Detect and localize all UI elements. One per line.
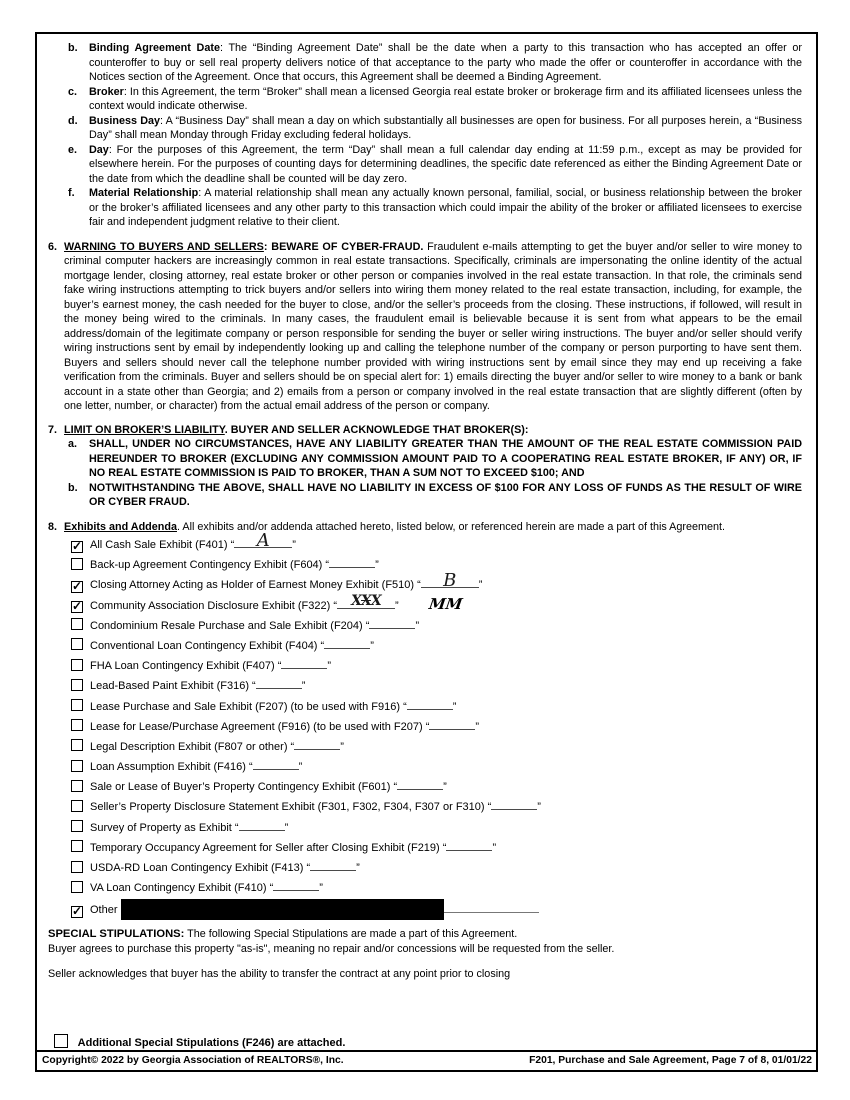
fill-in-blank[interactable] [239,819,285,831]
section-subheading: . BUYER AND SELLER ACKNOWLEDGE THAT BROKER(S): [224,423,529,436]
document-page-frame [35,32,818,1072]
quote-mark: “ [333,599,337,612]
exhibit-list [48,530,802,920]
section-heading: Exhibits and Addenda [64,520,177,533]
checkbox-unchecked-icon[interactable] [71,558,83,570]
exhibit-label: Closing Attorney Acting as Holder of Earnest Money Exhibit (F510) [90,579,418,592]
exhibit-row [71,758,802,775]
exhibit-row [71,677,802,694]
definition-text [89,41,802,85]
exhibit-row [71,698,802,715]
quote-mark: ” [301,680,306,693]
definition-text [89,143,802,187]
section-heading: LIMIT ON BROKER’S LIABILITY [64,423,225,436]
exhibit-row [71,899,802,920]
checkbox-unchecked-icon[interactable] [71,820,83,832]
stipulation-text-1: Buyer agrees to purchase this property "as-is", meaning no repair and/or concessions will be requested from the seller. [48,942,615,955]
handwritten-entry: B [443,570,457,592]
exhibit-label: Legal Description Exhibit (F807 or other) [90,740,291,753]
definition-letter: f. [68,187,75,199]
quote-mark: ” [443,781,447,794]
definition-term: Business Day [89,114,161,127]
quote-mark: “ [290,740,295,753]
liability-item-a [48,437,802,481]
exhibit-label: Lease for Lease/Purchase Agreement (F916) (to be used with F207) [90,720,426,733]
definition-term: Material Relationship [89,187,199,199]
fill-in-blank[interactable] [324,637,370,649]
quote-mark: ” [537,801,541,814]
exhibit-row [71,738,802,755]
special-stipulations-heading-rest: The following Special Stipulations are made a part of this Agreement. [184,928,518,941]
fill-in-blank[interactable] [407,698,453,710]
section-text [64,520,802,535]
exhibit-label: Loan Assumption Exhibit (F416) [90,761,249,774]
quote-mark: ” [340,740,344,753]
exhibit-label: Lead-Based Paint Exhibit (F316) [90,680,253,693]
hand-character: X [370,592,381,609]
section-body: . All exhibits and/or addenda attached hereto, listed below, or referenced herein are made a part of this Agreement. [176,520,725,533]
item-letter: b. [68,481,78,494]
quote-mark: “ [252,680,256,693]
exhibit-label: Community Association Disclosure Exhibit (F322) [90,599,334,612]
definition-text [89,186,802,230]
section-text [64,240,802,414]
quote-mark: ” [356,862,360,874]
definition-term: Binding Agreement Date [89,42,220,54]
quote-mark: ” [298,761,303,774]
redaction-underline [444,902,539,913]
exhibit-label: USDA-RD Loan Contingency Exhibit (F413) [90,862,307,874]
section-limit-broker-liability [48,423,802,438]
quote-mark: “ [442,841,447,854]
checkbox-unchecked-icon[interactable] [71,739,83,751]
definition-letter: e. [68,143,78,156]
exhibit-row [71,718,802,735]
fill-in-blank[interactable] [329,556,375,568]
section-heading: WARNING TO BUYERS AND SELLERS [64,240,264,253]
page-footer [37,1050,816,1070]
exhibit-row [71,798,802,815]
exhibit-row [71,879,802,896]
checkbox-unchecked-icon[interactable] [71,679,83,691]
definitions-list [48,41,802,230]
quote-mark: ” [478,579,483,592]
quote-mark: “ [365,619,370,632]
quote-mark: ” [394,599,399,612]
definition-body: : In this Agreement, the term “Broker” shall mean a licensed Georgia real estate broker or brokerage firm and its affiliated licensees unless the context would indicate otherwise. [89,85,802,112]
exhibit-label: All Cash Sale Exhibit (F401) [90,539,231,551]
checkbox-unchecked-icon[interactable] [71,800,83,812]
special-stipulations-heading: SPECIAL STIPULATIONS: [48,928,185,941]
footer-form-info: F201, Purchase and Sale Agreement, Page 7 of 8, 01/01/22 [529,1055,812,1066]
liability-item-b [48,481,802,510]
exhibit-label: Temporary Occupancy Agreement for Seller after Closing Exhibit (F219) [90,841,443,854]
quote-mark: ” [319,882,323,895]
definition-term: Day [89,143,109,156]
item-text: SHALL, UNDER NO CIRCUMSTANCES, HAVE ANY LIABILITY GREATER THAN THE AMOUNT OF THE REAL ESTATE COMMISSION PAID HEREUNDER TO BROKER (EXCLUDING ANY COMMISSION AMOUNT PAID TO A COOPERATING REAL ESTATE BROKER, IF ANY) OR, IF NO REAL ESTATE COMMISSION IS PAID TO BROKER, THAN A SUM NOT TO EXCEED $100; AND [89,438,802,479]
section-body: Fraudulent e-mails attempting to get the buyer and/or seller to wire money to criminal computer hackers are increasingly common in real estate transactions. Specifically, criminals are impersonating the online identity of the actual mortgage lender, closing attorney, real estate broker or other person or companies involved in the real estate transaction. In that role, the criminals send fake wiring instructions attempting to trick buyers and/or sellers into wiring them money related to the real estate transaction, including, for example, the buyer’s earnest money, the cash needed for the buyer to close, and/or the seller’s proceeds from the closing. These instructions, if followed, will result in the money being wired to the criminals. In many cases, the fraudulent email is believable because it is sent from what appears to be the email address/domain of the legitimate company or person responsible for sending the buyer or seller wiring instructions. The buyer and/or seller should verify wiring instructions sent by email by independently looking up and calling the telephone number of the company or person purporting to have sent them. Buyers and sellers should never call the telephone number provided with wiring instructions sent by email since they may end up receiving a fake verification from the criminals. Buyer and sellers should be on special alert for: 1) emails directing the buyer and/or seller to wire money to a bank or bank account in a state other than Georgia; and 2) emails from a person or company involved in the real estate transaction that are slightly different (often by one letter, number, or character) from the actual email address of the person or company. [64,240,803,412]
checkbox-checked-icon[interactable]: ✓ [72,538,83,553]
definition-body: : A material relationship shall mean any actually known personal, familial, social, or business relationship between the broker or the broker’s affiliated licensees and any other party to this transaction which could impair the ability of the broker or affiliated licensees to exercise fair and independent judgment relative to their client. [89,187,803,228]
quote-mark: “ [230,539,235,551]
quote-mark: ” [292,539,296,551]
additional-stipulations-row [54,1034,802,1049]
exhibit-row [71,592,802,614]
quote-mark: “ [320,639,325,652]
exhibit-row [71,778,802,795]
definition-letter: c. [68,85,78,98]
quote-mark: “ [425,720,430,733]
exhibit-label: Survey of Property as Exhibit [90,821,235,834]
checkbox-unchecked-icon[interactable] [71,699,83,711]
definition-item-day [48,143,802,187]
item-text: NOTWITHSTANDING THE ABOVE, SHALL HAVE NO LIABILITY IN EXCESS OF $100 FOR ANY LOSS OF FUNDS AS THE RESULT OF WIRE OR CYBER FRAUD. [89,481,802,508]
exhibit-label: VA Loan Contingency Exhibit (F410) [90,882,270,895]
exhibit-label: Conventional Loan Contingency Exhibit (F404) [90,639,321,652]
definition-item-binding-agreement-date [48,41,802,85]
fill-in-blank[interactable] [397,778,443,790]
stipulation-text-2: Seller acknowledges that buyer has the ability to transfer the contract at any point prior to closing [48,968,511,981]
definition-item-material-relationship [48,186,802,230]
quote-mark: ” [452,700,457,713]
section-number: 6. [48,240,58,253]
section-subheading: : BEWARE OF CYBER-FRAUD. [263,240,428,253]
handwritten-entry [351,594,381,609]
definition-letter: d. [68,114,78,127]
handwritten-initials: MM [427,594,464,613]
definition-body: : The “Binding Agreement Date” shall be the date when a party to this transaction who has accepted an offer or counteroffer to buy or sell real property delivers notice of that acceptance to the party who made the offer or counteroffer in accordance with the Notices section of the Agreement. Once that occurs, this Agreement shall be deemed a Binding Agreement. [89,42,802,83]
checkbox-unchecked-icon[interactable] [71,861,83,873]
special-stipulations-heading-row [48,927,802,942]
exhibit-row [71,819,802,836]
section-text [64,423,802,438]
quote-mark: ” [284,821,289,834]
exhibit-row [71,570,802,593]
exhibit-row [71,657,802,674]
fill-in-blank[interactable] [253,758,299,770]
fill-in-blank[interactable] [429,718,475,730]
exhibit-row [71,637,802,654]
fill-in-blank[interactable] [310,859,356,871]
exhibit-label: Condominium Resale Purchase and Sale Exhibit (F204) [90,619,366,632]
exhibit-label: Seller’s Property Disclosure Statement Exhibit (F301, F302, F304, F307 or F310) [90,801,488,814]
definition-item-broker [48,85,802,114]
definition-letter: b. [68,42,78,54]
exhibit-row [71,859,802,876]
quote-mark: “ [393,781,398,794]
quote-mark: “ [248,761,253,774]
quote-mark: “ [269,882,274,895]
checkbox-checked-icon[interactable]: ✓ [72,903,83,918]
fill-in-blank[interactable] [294,738,340,750]
fill-in-blank[interactable] [337,592,395,609]
checkbox-unchecked-icon[interactable] [71,760,83,772]
quote-mark: “ [234,821,239,834]
quote-mark: ” [415,619,420,632]
checkbox-unchecked-icon[interactable] [54,1034,68,1048]
quote-mark: “ [403,700,407,713]
definition-body: : A “Business Day” shall mean a day on which substantially all businesses are open for business. For all purposes herein, a “Business Day” shall mean Monday through Friday excluding federal holidays. [89,114,802,141]
section-exhibits-addenda [48,520,802,535]
additional-stipulations-label: Additional Special Stipulations (F246) are attached. [77,1036,346,1049]
handwritten-entry: A [256,530,270,551]
fill-in-blank[interactable] [491,798,537,810]
quote-mark: “ [417,579,421,592]
checkbox-unchecked-icon[interactable] [71,881,83,893]
quote-mark: “ [325,559,330,572]
fill-in-blank[interactable] [234,530,292,551]
exhibit-row [71,617,802,634]
footer-copyright: Copyright© 2022 by Georgia Association of REALTORS®, Inc. [42,1055,344,1066]
fill-in-blank[interactable] [446,839,492,851]
exhibit-label: Lease Purchase and Sale Exhibit (F207) (to be used with F916) [90,700,404,713]
exhibit-row [71,839,802,856]
quote-mark: ” [370,639,374,652]
definition-body: : For the purposes of this Agreement, the term “Day” shall mean a full calendar day ending at 11:59 p.m., except as may be provided for elsewhere herein. For the purposes of counting days for determining deadlines, the specific date referenced as either the Binding Agreement Date or the date from which the deadline shall be counted will be day zero. [89,143,802,185]
quote-mark: “ [306,862,311,874]
quote-mark: “ [487,801,492,814]
fill-in-blank[interactable] [421,570,479,592]
quote-mark: ” [375,559,379,572]
redaction-box [121,899,444,920]
exhibit-label: Other [90,904,121,917]
fill-in-blank[interactable] [256,677,302,689]
exhibit-row [71,556,802,573]
checkbox-checked-icon[interactable]: ✓ [72,599,83,614]
fill-in-blank[interactable] [281,657,327,669]
section-warning-cyber-fraud [48,240,802,414]
fill-in-blank[interactable] [369,617,415,629]
checkbox-unchecked-icon[interactable] [71,780,83,792]
item-letter: a. [68,438,78,450]
struck-character: X [361,592,371,609]
exhibit-label: Sale or Lease of Buyer’s Property Contingency Exhibit (F601) [90,781,394,794]
checkbox-unchecked-icon[interactable] [71,618,83,630]
checkbox-checked-icon[interactable]: ✓ [72,578,83,593]
special-stipulations [48,927,802,982]
section-number: 8. [48,520,58,533]
quote-mark: ” [475,720,480,733]
checkbox-unchecked-icon[interactable] [71,638,83,650]
quote-mark: “ [277,660,282,673]
exhibit-label: Back-up Agreement Contingency Exhibit (F604) [90,559,326,572]
exhibit-row [71,530,802,553]
quote-mark: ” [327,660,332,673]
checkbox-unchecked-icon[interactable] [71,659,83,671]
section-number: 7. [48,423,58,436]
quote-mark: ” [492,841,497,854]
definition-text [89,114,802,143]
exhibit-label: FHA Loan Contingency Exhibit (F407) [90,660,278,673]
definition-term: Broker [89,85,124,98]
hand-character: X [351,592,362,609]
definition-text [89,85,802,114]
checkbox-unchecked-icon[interactable] [71,840,83,852]
checkbox-unchecked-icon[interactable] [71,719,83,731]
definition-item-business-day [48,114,802,143]
fill-in-blank[interactable] [273,879,319,891]
